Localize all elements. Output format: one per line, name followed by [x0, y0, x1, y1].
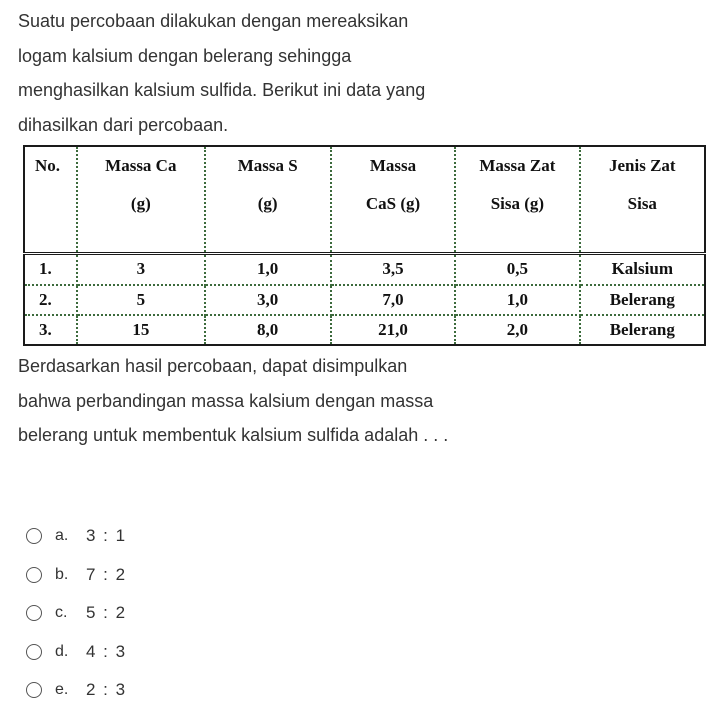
header-massa-cas: Massa CaS (g) — [331, 146, 455, 254]
option-a[interactable] — [26, 517, 127, 556]
option-letter: a. — [55, 527, 69, 545]
radio-button-icon[interactable] — [26, 644, 42, 660]
header-massa-ca: Massa Ca (g) — [77, 146, 204, 254]
table-cell: 7,0 — [331, 285, 455, 315]
table-cell: 3. — [24, 315, 77, 345]
table-row — [24, 254, 705, 285]
table-cell: 2. — [24, 285, 77, 315]
option-text: 7 : 2 — [86, 564, 127, 584]
radio-button-icon[interactable] — [26, 567, 42, 583]
table-cell: 3,0 — [205, 285, 331, 315]
table-cell: 1. — [24, 254, 77, 285]
answer-options — [26, 517, 127, 710]
table-cell: 3 — [77, 254, 204, 285]
table-row — [24, 315, 705, 345]
option-text: 4 : 3 — [86, 641, 127, 661]
table-cell: 5 — [77, 285, 204, 315]
question-intro: Suatu percobaan dilakukan dengan mereaksikan logam kalsium dengan belerang sehingga menghasilkan kalsium sulfida. Berikut ini data yang dihasilkan dari percobaan. — [18, 11, 426, 135]
header-jenis-zat-sisa: Jenis Zat Sisa — [580, 146, 705, 254]
option-e[interactable] — [26, 671, 127, 710]
option-text: 3 : 1 — [86, 526, 127, 546]
option-d[interactable] — [26, 633, 127, 672]
table-cell: Kalsium — [580, 254, 705, 285]
header-massa-s: Massa S (g) — [205, 146, 331, 254]
table-cell: Belerang — [580, 315, 705, 345]
option-text: 5 : 2 — [86, 603, 127, 623]
radio-button-icon[interactable] — [26, 682, 42, 698]
table-cell: 1,0 — [205, 254, 331, 285]
table-cell: 3,5 — [331, 254, 455, 285]
question-prompt: Berdasarkan hasil percobaan, dapat disimpulkan bahwa perbandingan massa kalsium dengan massa belerang untuk membentuk kalsium sulfida adalah . . . — [18, 356, 449, 445]
option-letter: d. — [55, 642, 69, 660]
option-letter: b. — [55, 565, 69, 583]
table-cell: 21,0 — [331, 315, 455, 345]
option-c[interactable] — [26, 594, 127, 633]
table-cell: 0,5 — [455, 254, 579, 285]
radio-button-icon[interactable] — [26, 528, 42, 544]
table-cell: 8,0 — [205, 315, 331, 345]
table-cell: Belerang — [580, 285, 705, 315]
table-header-row — [24, 146, 705, 254]
radio-button-icon[interactable] — [26, 605, 42, 621]
option-b[interactable] — [26, 556, 127, 595]
header-no: No. — [24, 146, 77, 254]
option-letter: e. — [55, 681, 69, 699]
option-text: 2 : 3 — [86, 680, 127, 700]
data-table — [23, 145, 706, 346]
table-row — [24, 285, 705, 315]
table-cell: 1,0 — [455, 285, 579, 315]
table-cell: 15 — [77, 315, 204, 345]
table-cell: 2,0 — [455, 315, 579, 345]
header-massa-zat-sisa: Massa Zat Sisa (g) — [455, 146, 579, 254]
option-letter: c. — [55, 604, 68, 622]
